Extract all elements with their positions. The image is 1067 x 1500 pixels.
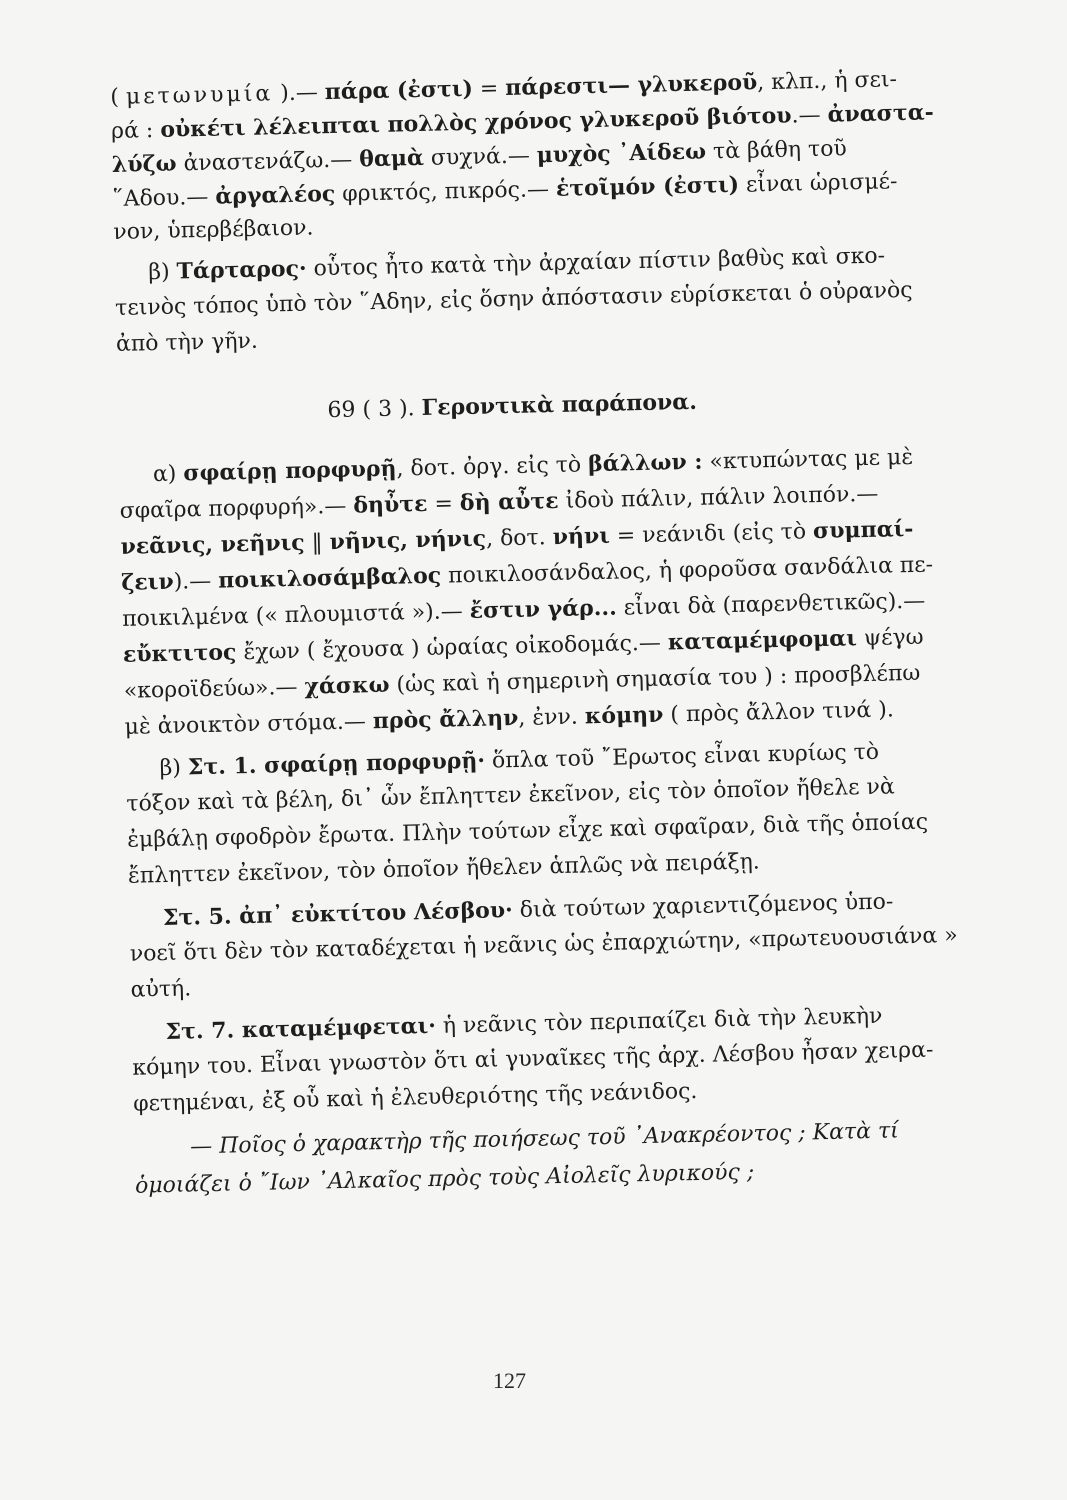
text-run: νῆνις, νήνις: [329, 525, 487, 556]
text-run: ἀπὸ τὴν γῆν.: [115, 328, 259, 357]
text-run: , κλπ., ἡ σει-: [756, 67, 898, 96]
text-run: πάρεστι— γλυκεροῦ: [504, 69, 758, 102]
text-run: συχνά.—: [423, 143, 538, 171]
text-run: δηὖτε: [353, 490, 428, 519]
text-run: θαμὰ: [358, 144, 425, 173]
text-run: Γεροντικὰ παράπονα.: [421, 388, 698, 422]
text-run: τόξον καὶ τὰ βέλη, δι᾽ ὧν ἔπληττεν ἐκεῖνον, εἰς τὸν ὁποῖον ἤθελε νὰ: [126, 774, 896, 817]
text-run: ).—: [272, 80, 326, 107]
text-run: β): [159, 755, 189, 782]
text-run: «κοροϊδεύω».—: [123, 674, 305, 704]
text-run: μυχὸς ᾿Αίδεω: [536, 138, 707, 169]
text-run: νήνι: [552, 522, 611, 551]
text-run: ὅπλα τοῦ ῎Ερωτος εἶναι κυρίως τὸ: [484, 739, 880, 774]
text-run: χάσκω: [304, 671, 390, 700]
text-run: Στ. 1. σφαίρῃ πορφυρῇ·: [187, 747, 486, 781]
text-run: ὁμοιάζει ὁ ῎Ιων ᾿Αλκαῖος πρὸς τοὺς Αἰολεῖς λυρικούς ;: [134, 1159, 755, 1199]
text-run: τεινὸς τόπος ὑπὸ τὸν ῞Αδην, εἰς ὅσην ἀπόστασιν εὑρίσκεται ὁ οὐρανὸς: [114, 277, 913, 321]
text-run: σφαῖρα πορφυρή».—: [119, 493, 354, 524]
text-run: ἀναστα-: [827, 99, 935, 128]
text-run: τὰ βάθη τοῦ: [705, 136, 848, 165]
text-run: οὗτος ἦτο κατὰ τὴν ἀρχαίαν πίστιν βαθὺς καὶ σκο-: [306, 243, 886, 282]
page-number: 127: [493, 1368, 526, 1393]
question-line: [135, 1158, 755, 1202]
text-run: = νεάνιδι (εἰς τὸ: [609, 519, 814, 549]
text-run: ἐμβάλῃ σφοδρὸν ἔρωτα. Πλὴν τούτων εἶχε καὶ σφαῖραν, διὰ τῆς ὁποίας: [126, 809, 929, 853]
text-run: ψέγω: [856, 624, 924, 652]
text-run: ἀναστενάζω.—: [176, 147, 360, 177]
text-run: μὲ ἀνοικτὸν στόμα.—: [124, 709, 374, 740]
section-heading: [327, 387, 697, 426]
text-run: (: [110, 84, 127, 110]
text-run: διὰ τούτων χαριεντιζόμενος ὑπο-: [512, 889, 894, 924]
text-run: εἶναι δὰ (παρενθετικῶς).—: [616, 588, 926, 621]
commentary-text: [110, 63, 958, 1199]
text-run: οὐκέτι λέλειπται πολλὸς χρόνος γλυκεροῦ βιότου: [160, 102, 792, 143]
text-run: μετωνυμία: [125, 81, 274, 110]
text-run: νον, ὑπερβέβαιον.: [113, 215, 314, 245]
text-run: «κτυπώντας με μὲ: [702, 444, 914, 475]
text-run: δὴ αὖτε: [459, 487, 559, 517]
text-line: [128, 847, 760, 891]
text-run: νοεῖ ὅτι δὲν τὸν καταδέχεται ἡ νεᾶνις ὡς ἐπαρχιώτην, «πρωτευουσιάνα »: [129, 922, 958, 967]
text-run: συμπαί-: [812, 515, 914, 545]
text-run: ‖: [304, 530, 330, 556]
text-run: =: [472, 76, 506, 102]
text-run: , δοτ.: [485, 525, 553, 552]
text-run: φρικτός, πικρός.—: [334, 176, 557, 207]
text-run: ἑτοῖμόν (ἐστι): [555, 171, 740, 202]
text-run: ζειν: [121, 568, 174, 596]
text-run: λύζω: [111, 150, 177, 178]
text-run: βάλλων :: [587, 448, 703, 478]
text-run: εὔκτιτος: [122, 639, 237, 668]
text-run: πρὸς ἄλλην: [372, 704, 519, 735]
text-run: ( πρὸς ἄλλον τινά ).: [663, 697, 895, 728]
text-run: ποικιλοσάνδαλος, ἡ φοροῦσα σανδάλια πε-: [440, 552, 934, 589]
text-line: [130, 974, 191, 1005]
question-line: [190, 1116, 899, 1162]
text-run: ἀργαλέος: [215, 180, 336, 210]
text-run: ἔπληττεν ἐκεῖνον, τὸν ὁποῖον ἤθελεν ἁπλῶς νὰ πειράξῃ.: [127, 849, 761, 889]
text-line: [133, 1077, 698, 1120]
text-run: Στ. 5. ἀπ᾽ εὐκτίτου Λέσβου·: [162, 897, 514, 932]
text-run: .—: [791, 102, 828, 129]
text-run: α): [152, 461, 184, 488]
text-run: εἶναι ὡρισμέ-: [738, 169, 898, 198]
text-line: [113, 213, 314, 248]
text-run: κόμην: [584, 701, 664, 730]
text-run: =: [427, 491, 461, 517]
text-run: Στ. 7. καταμέμφεται·: [165, 1012, 437, 1045]
text-run: ).—: [173, 568, 219, 595]
text-run: β): [148, 259, 177, 286]
text-run: Τάρταρος·: [176, 255, 307, 285]
text-run: φετημέναι, ἐξ οὗ καὶ ἡ ἐλευθεριότης τῆς νεάνιδος.: [132, 1078, 698, 1117]
text-run: νεᾶνις, νεῆνις: [120, 529, 305, 560]
text-run: , ἐνν.: [518, 704, 586, 731]
text-run: ἔστιν γάρ...: [469, 594, 618, 624]
text-run: ποικιλοσάμβαλος: [217, 562, 442, 594]
text-run: ἡ νεᾶνις τὸν περιπαίζει διὰ τὴν λευκὴν: [435, 1003, 883, 1039]
text-run: κόμην του. Εἶναι γνωστὸν ὅτι αἱ γυναῖκες τῆς ἀρχ. Λέσβου ἦσαν χειρα-: [132, 1037, 934, 1081]
text-run: — Ποῖος ὁ χαρακτὴρ τῆς ποιήσεως τοῦ ᾿Ανακρέοντος ; Κατὰ τί: [189, 1118, 900, 1160]
text-run: καταμέμφομαι: [667, 625, 858, 656]
text-run: πάρα (ἐστι): [324, 75, 474, 106]
text-run: ρά :: [110, 117, 161, 144]
text-run: ῞Αδου.—: [112, 184, 216, 212]
text-run: ἔχων ( ἔχουσα ) ὡραίας οἰκοδομάς.—: [236, 630, 669, 666]
text-run: σφαίρῃ πορφυρῇ: [183, 455, 397, 487]
text-line: [116, 327, 259, 360]
text-run: , δοτ. ὀργ. εἰς τὸ: [396, 452, 589, 482]
text-run: 69 ( 3 ).: [327, 396, 422, 424]
text-run: ποικιλμένα (« πλουμιστά »).—: [121, 598, 471, 632]
text-run: ἰδοὺ πάλιν, πάλιν λοιπόν.—: [558, 481, 879, 514]
text-run: αὐτή.: [130, 976, 192, 1003]
text-run: (ὡς καὶ ἡ σημερινὴ σημασία του ) : προσβλέπω: [389, 660, 921, 698]
